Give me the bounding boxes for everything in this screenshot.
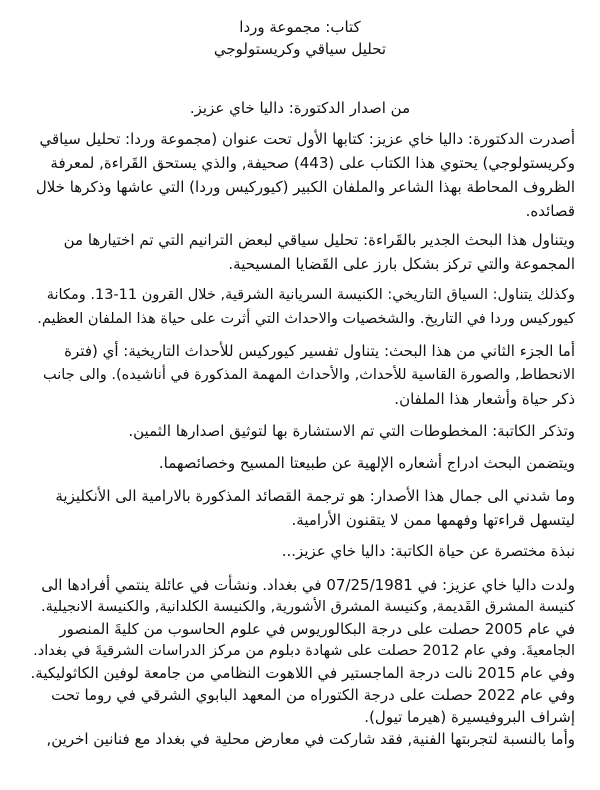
- paragraph-research: [30, 228, 575, 276]
- paragraph-poems: [30, 451, 575, 475]
- paragraph-historical-context: [30, 283, 575, 331]
- text-line: الانحطاط, والصورة القاسية للأحداث, والأحداث المهمة المذكورة في أناشيده). والى جانب: [42, 367, 575, 383]
- text-line: وكريستولوجي) يحتوي هذا الكتاب على (443) صحيفة, والذي يستحق القَراءة, لمعرفة: [50, 154, 575, 172]
- text-line: أصدرت الدكتورة: داليا خاي عزيز: كتابها الأول تحت عنوان (مجموعة وردا: تحليل سياقي: [39, 130, 575, 148]
- text-line: نبذة مختصرة عن حياة الكاتبة: داليا خاي عزيز...: [281, 542, 575, 560]
- issued-by-line: من اصدار الدكتورة: داليا خاي عزيز.: [189, 99, 411, 117]
- text-line: إشراف البروفيسيرة (هيرما تيول).: [364, 708, 575, 726]
- text-line: الظروف المحاطة بهذا الشاعر والملفان الكبير (كيوركيس وردا) التي عاشها وذكرها خلال: [35, 178, 575, 196]
- text-line: كيوركيس وردا في التاريخ. والشخصيات والاحداث التي أثرت على حياة هذا الملفان العظيم.: [37, 311, 575, 327]
- book-title: [0, 16, 600, 60]
- paragraph-translation: [30, 484, 575, 532]
- paragraph-second-part: [30, 339, 575, 411]
- text-line: ويتضمن البحث ادراج أشعاره الإلهية عن طبيعتا المسيح وخصائصهما.: [158, 454, 575, 472]
- text-line: كنيسة المشرق القَديمة, وكنيسة المشرق الأشورية, والكنيسة الكلدانية, والكنيسة الانجيلية.: [41, 599, 575, 615]
- text-line: ويتناول هذا البحث الجدير بالقَراءة: تحليل سياقي لبعض الترانيم التي تم اختيارها من: [63, 231, 575, 249]
- text-line: وفي عام 2015 نالت درجة الماجستير في اللاهوت النظامي من جامعة لوفين الكاثوليكية.: [30, 664, 575, 682]
- book-title-line: كتاب: مجموعة وردا: [239, 18, 361, 36]
- book-subtitle-line: تحليل سياقي وكريستولوجي: [213, 40, 387, 58]
- paragraph-intro: [30, 127, 575, 223]
- paragraph-manuscripts: [30, 419, 575, 443]
- text-line: في عام 2005 حصلت على درجة البكالوريوس في علوم الحاسوب من كليةَ المنصور: [59, 620, 575, 638]
- text-line: المجموعة والتي تركز بشكل بارز على القَضايا المسيحية.: [228, 255, 575, 273]
- paragraph-biography: [30, 574, 575, 750]
- text-line: وما شدني الى جمال هذا الأصدار: هو ترجمة القصائد المذكورة بالارامية الى الأنكليزية: [55, 487, 575, 505]
- paragraph-bio-heading: [30, 539, 575, 563]
- text-line: ولدت داليا خاي عزيز: في 07/25/1981 في بغداد. ونشأت في عائلة ينتمي أفرادها الى: [41, 576, 575, 594]
- text-line: أما الجزء الثاني من هذا البحث: يتناول تفسير كيوركيس للأحداث التاريخية: أي (فترة: [64, 342, 575, 360]
- text-line: وفي عام 2022 حصلت على درجة الكتوراه من المعهد البابوي الشرقي في روما تحت: [51, 686, 575, 704]
- text-line: وكذلك يتناول: السياق التاريخي: الكنيسة السريانية الشرقية, خلال القرون 11-13. ومكانة: [46, 287, 575, 303]
- text-line: قصائده.: [525, 202, 575, 220]
- text-line: ليتسهل قراءتها وفهمها ممن لا يتقنون الأرامية.: [291, 511, 575, 529]
- text-line: الجامعيةَ. وفي عام 2012 حصلت على شهادة دبلوم من مركز الدراسات الشرقيةَ في بغداد.: [33, 643, 575, 659]
- text-line: وتذكر الكاتبة: المخطوطات التي تم الاستشارة بها لتوثيق اصدارها الثمين.: [128, 422, 575, 440]
- text-line: ذكر حياة وأشعار هذا الملفان.: [394, 390, 575, 408]
- text-line: وأما بالنسبة لتجربتها الفنية, فقد شاركت في معارض محلية في بغداد مع فنانين اخرين,: [46, 730, 575, 748]
